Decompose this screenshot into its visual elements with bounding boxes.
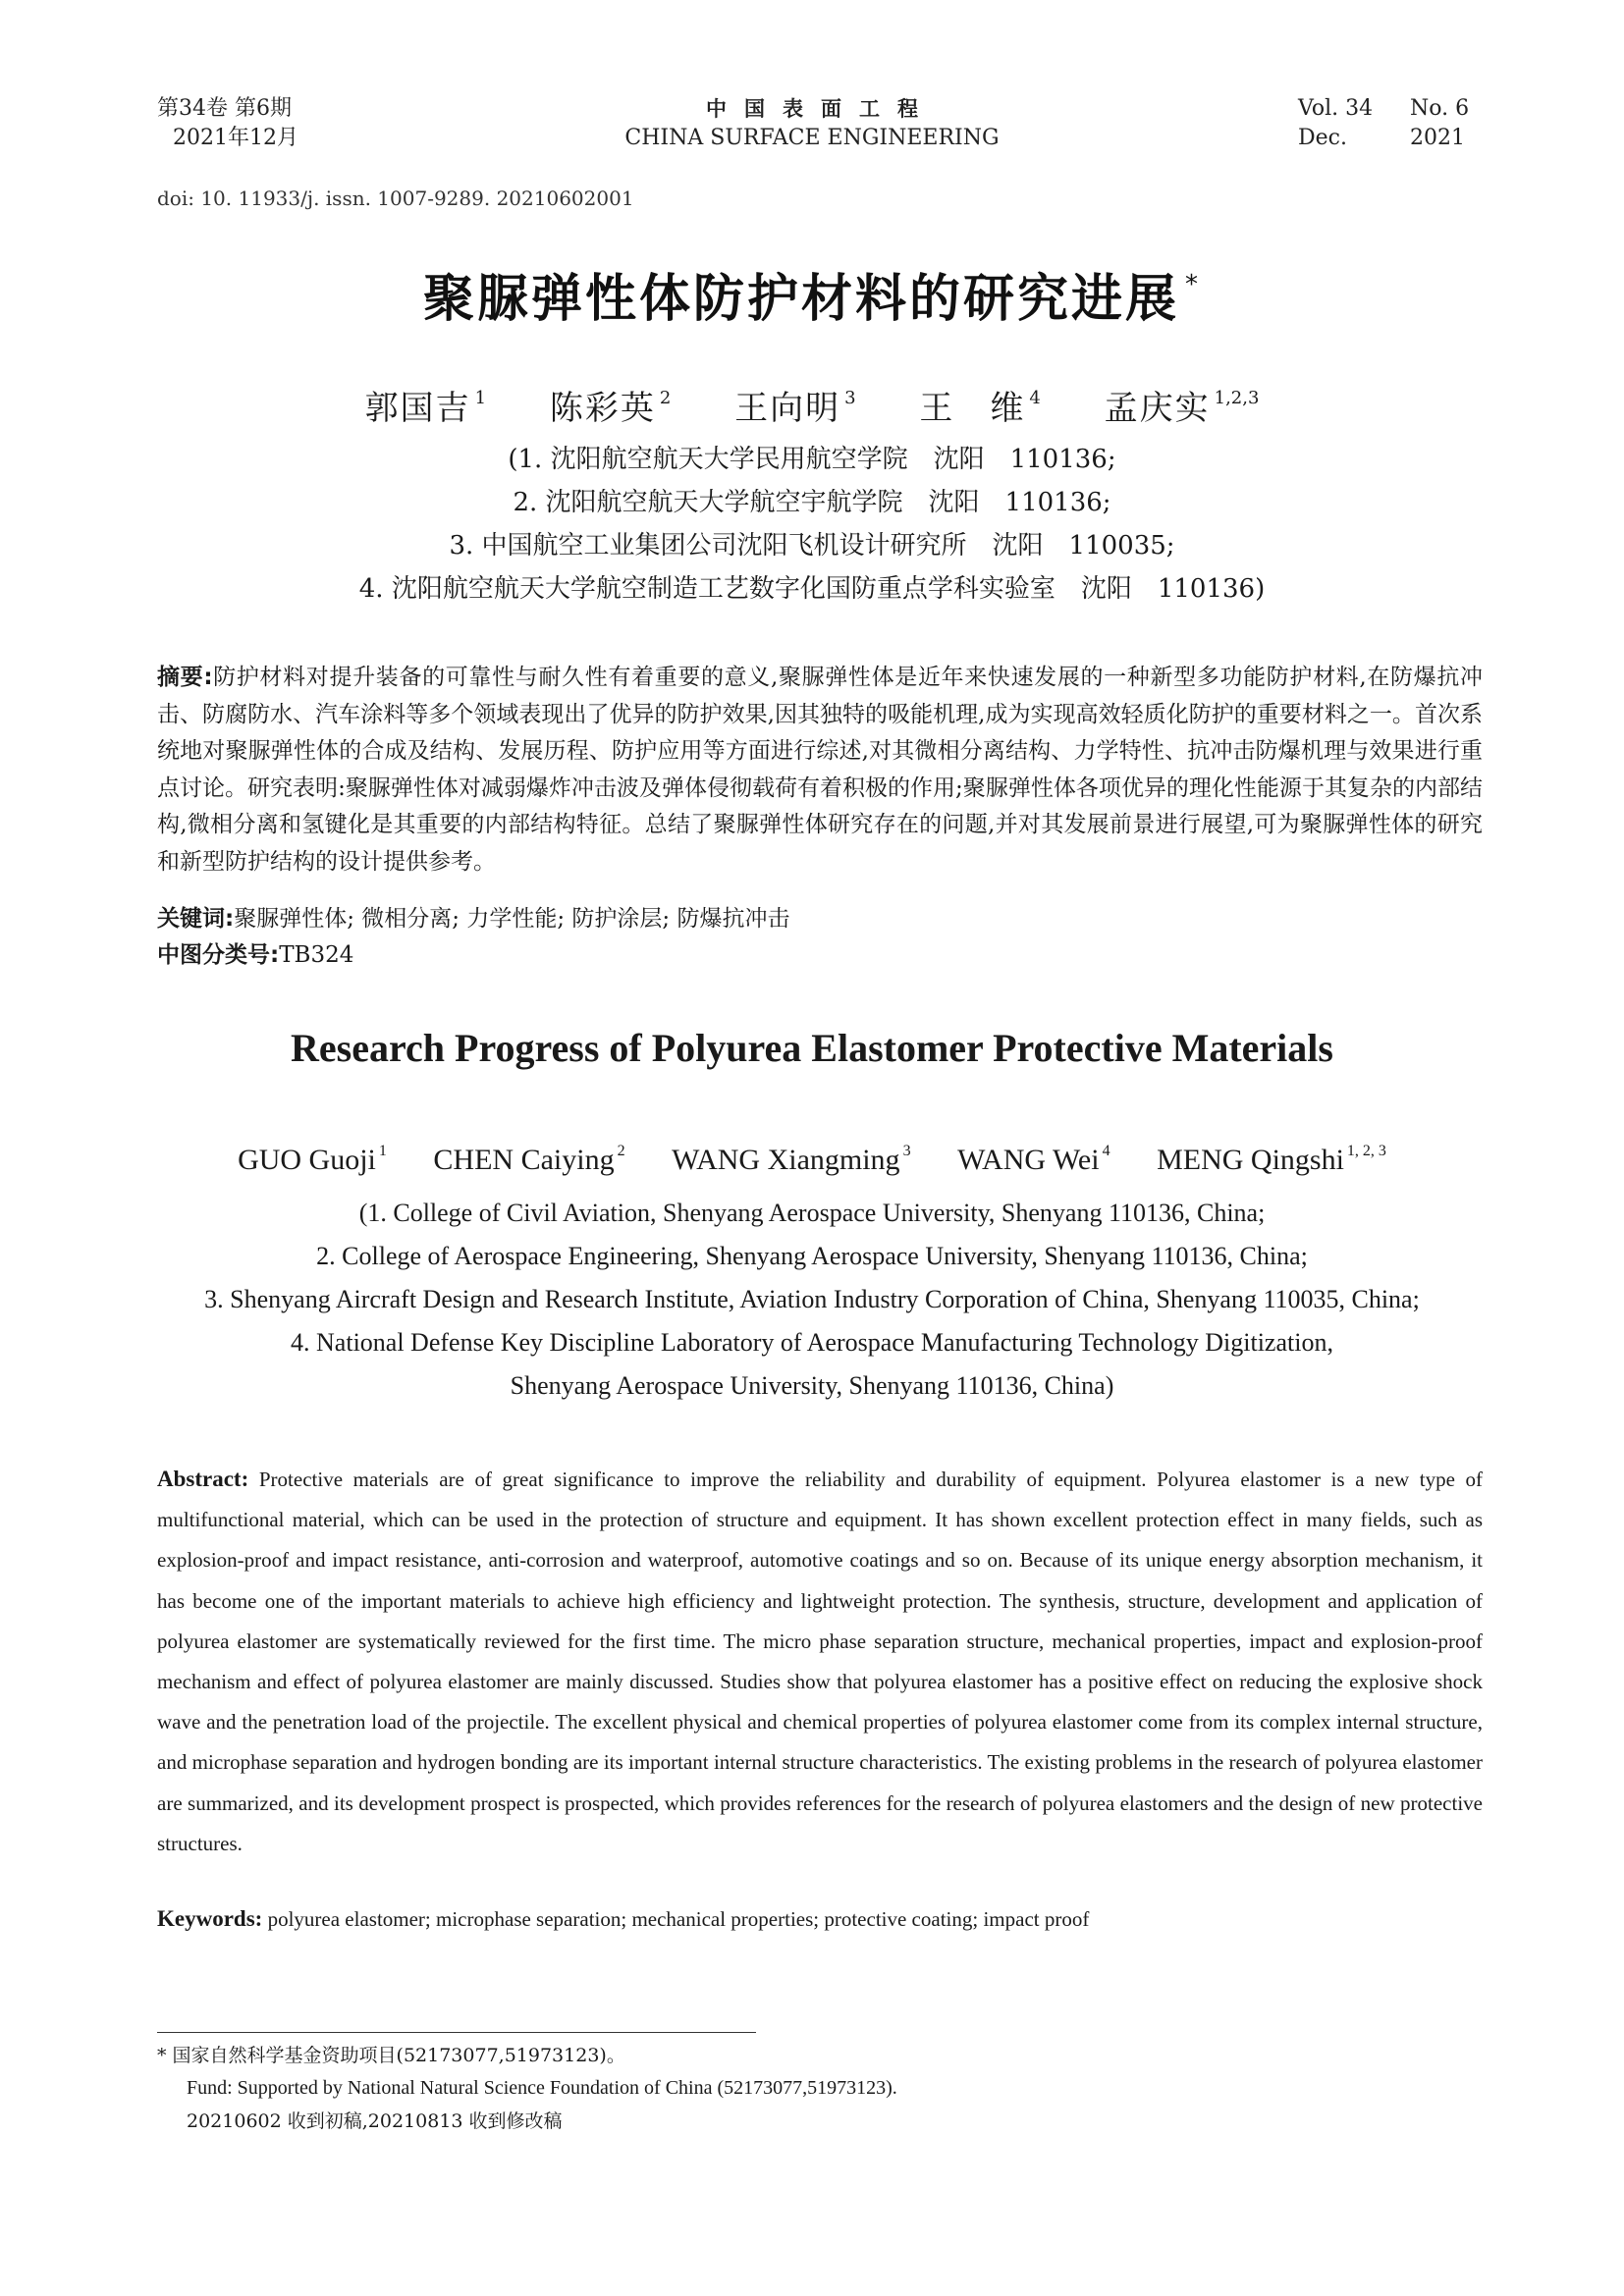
abstract-en-label: Abstract: — [157, 1467, 249, 1491]
author-en: MENG Qingshi $^{1, 2, 3}$ — [1157, 1143, 1386, 1176]
affiliations-en — [137, 1192, 1487, 1408]
title-cn — [0, 257, 1624, 331]
footnote-fund-cn: * 国家自然科学基金资助项目(52173077,51973123)。 — [157, 2045, 625, 2066]
author-cn: 王向明 $^3$ — [734, 388, 856, 428]
abstract-en — [157, 1459, 1483, 1864]
abstract-cn-label: 摘要: — [157, 665, 213, 690]
classification-cn — [157, 937, 353, 974]
author-cn: 孟庆实 $^{1,2,3}$ — [1104, 388, 1260, 428]
authors-cn — [0, 381, 1624, 429]
affiliation-en: Shenyang Aerospace University, Shenyang 110136, China) — [510, 1371, 1114, 1400]
keywords-cn-text: 聚脲弹性体; 微相分离; 力学性能; 防护涂层; 防爆抗冲击 — [234, 906, 790, 932]
affiliation-en: (1. College of Civil Aviation, Shenyang Aerospace University, Shenyang 110136, China; — [358, 1199, 1266, 1227]
title-cn-footnote-mark: * — [1185, 270, 1201, 299]
year-label: 2021 — [1410, 126, 1465, 150]
volume-label: Vol. 34 — [1298, 96, 1374, 121]
classification-cn-text: TB324 — [279, 942, 354, 968]
author-cn: 王 维 $^4$ — [919, 388, 1041, 428]
title-cn-text: 聚脲弹性体防护材料的研究进展 — [422, 270, 1179, 329]
affiliation-cn: 4. 沈阳航空航天大学航空制造工艺数字化国防重点学科实验室 沈阳 110136) — [358, 574, 1266, 604]
journal-name-cn: 中国表面工程 — [706, 96, 936, 121]
abstract-cn — [157, 660, 1483, 881]
doi: doi: 10. 11933/j. issn. 1007-9289. 20210602001 — [157, 187, 634, 210]
keywords-en-label: Keywords: — [157, 1906, 263, 1931]
footnote-divider — [157, 2032, 756, 2033]
keywords-cn-label: 关键词: — [157, 906, 235, 932]
classification-cn-label: 中图分类号: — [157, 942, 280, 968]
affiliation-en: 4. National Defense Key Discipline Laboratory of Aerospace Manufacturing Technology Digitization, — [291, 1328, 1333, 1357]
keywords-cn — [157, 901, 789, 937]
author-en: WANG Xiangming $^3$ — [672, 1143, 911, 1176]
affiliation-cn: (1. 沈阳航空航天大学民用航空学院 沈阳 110136; — [508, 445, 1116, 474]
keywords-en-text: polyurea elastomer; microphase separation; mechanical properties; protective coating; impact proof — [267, 1907, 1090, 1931]
keywords-en — [157, 1902, 1089, 1936]
footnote-fund-en: Fund: Supported by National Natural Science Foundation of China (52173077,51973123). — [187, 2077, 897, 2099]
issue-volume-number: 第34卷 第6期 — [157, 96, 292, 121]
journal-name-en: CHINA SURFACE ENGINEERING — [624, 126, 1000, 150]
author-cn: 郭国吉 $^1$ — [364, 388, 487, 428]
author-cn: 陈彩英 $^2$ — [549, 388, 672, 428]
title-en: Research Progress of Polyurea Elastomer Protective Materials — [291, 1026, 1333, 1070]
affiliation-en: 3. Shenyang Aircraft Design and Research Institute, Aviation Industry Corporation of China, Shenyang 110035, China; — [204, 1285, 1420, 1313]
affiliation-en: 2. College of Aerospace Engineering, Shenyang Aerospace University, Shenyang 110136, China; — [316, 1242, 1308, 1270]
authors-en — [0, 1143, 1624, 1177]
affiliation-cn: 3. 中国航空工业集团公司沈阳飞机设计研究所 沈阳 110035; — [449, 531, 1175, 561]
issue-date: 2021年12月 — [173, 126, 298, 150]
issue-info-en — [1298, 94, 1469, 153]
author-en: GUO Guoji $^1$ — [238, 1143, 387, 1176]
month-label: Dec. — [1298, 126, 1347, 150]
affiliations-cn — [0, 438, 1624, 611]
abstract-en-text: Protective materials are of great significance to improve the reliability and durability of equipment. Polyurea elastomer is a new type of multifunctional material, which can be used in the protection of structure and equipment. It has shown excellent protection effect in many fields, such as explosion-proof and impact resistance, anti-corrosion and waterproof, automotive coatings and so on. Because of its unique energy absorption mechanism, it has become one of the important materials to achieve high efficiency and lightweight protection. The synthesis, structure, development and application of polyurea elastomer are systematically reviewed for the first time. The micro phase separation structure, mechanical properties, impact and explosion-proof mechanism and effect of polyurea elastomer are mainly discussed. Studies show that polyurea elastomer has a positive effect on reducing the explosive shock wave and the penetration load of the projectile. The excellent physical and chemical properties of polyurea elastomer come from its complex internal structure, and microphase separation and hydrogen bonding are its important internal structure characteristics. The existing problems in the research of polyurea elastomer are summarized, and its development prospect is prospected, which provides references for the research of polyurea elastomers and the design of new protective structures. — [157, 1468, 1484, 1855]
abstract-cn-text: 防护材料对提升装备的可靠性与耐久性有着重要的意义,聚脲弹性体是近年来快速发展的一种新型多功能防护材料,在防爆抗冲击、防腐防水、汽车涂料等多个领域表现出了优异的防护效果,因其独特的吸能机理,成为实现高效轻质化防护的重要材料之一。首次系统地对聚脲弹性体的合成及结构、发展历程、防护应用等方面进行综述,对其微相分离结构、力学特性、抗冲击防爆机理与效果进行重点讨论。研究表明:聚脲弹性体对减弱爆炸冲击波及弹体侵彻载荷有着积极的作用;聚脲弹性体各项优异的理化性能源于其复杂的内部结构,微相分离和氢键化是其重要的内部结构特征。总结了聚脲弹性体研究存在的问题,并对其发展前景进行展望,可为聚脲弹性体的研究和新型防护结构的设计提供参考。 — [157, 665, 1483, 875]
footnote-dates: 20210602 收到初稿,20210813 收到修改稿 — [187, 2110, 563, 2132]
author-en: CHEN Caiying $^2$ — [433, 1143, 625, 1176]
affiliation-cn: 2. 沈阳航空航天大学航空宇航学院 沈阳 110136; — [513, 488, 1111, 517]
author-en: WANG Wei $^4$ — [957, 1143, 1110, 1176]
number-label: No. 6 — [1410, 96, 1470, 121]
